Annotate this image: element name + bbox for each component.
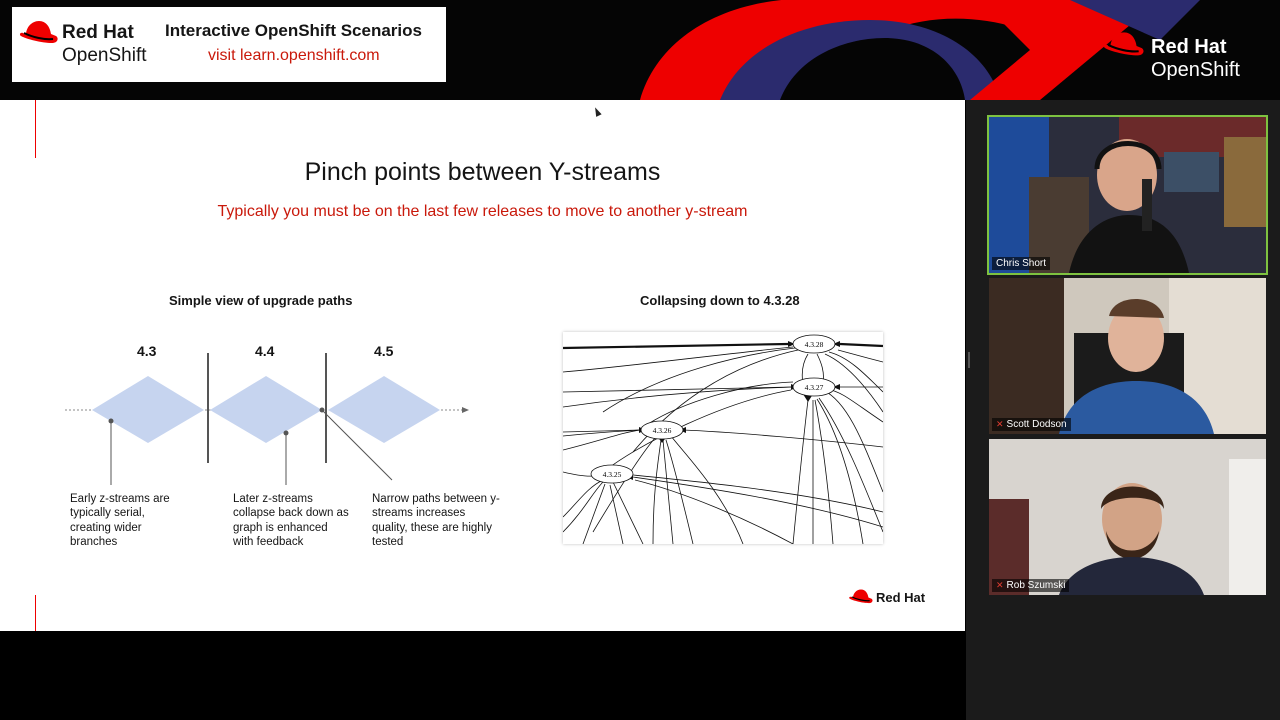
top-banner (0, 0, 1280, 100)
note-early-z-streams: Early z-streams are typically serial, creating wider branches (70, 493, 170, 549)
upgrade-path-diagram (0, 100, 520, 500)
participant-tile-chris-short[interactable] (989, 117, 1266, 273)
promo-url: visit learn.openshift.com (208, 47, 380, 64)
participant-name-label: Chris Short (992, 257, 1050, 270)
video-feed-chris-short (989, 117, 1266, 273)
diamond-4-3 (92, 376, 204, 443)
version-label: 4.4 (255, 343, 275, 359)
graph-node (591, 465, 633, 483)
promo-title: Interactive OpenShift Scenarios (165, 21, 422, 40)
right-logo-line1: Red Hat (1151, 36, 1227, 58)
node-label: 4.3.28 (804, 340, 824, 349)
upgrade-graph (563, 332, 883, 544)
slide-title: Pinch points between Y-streams (304, 158, 661, 186)
promo-card (12, 7, 446, 82)
slide-accent-line-bottom (35, 595, 36, 631)
right-section-heading: Collapsing down to 4.3.28 (640, 293, 800, 308)
timeline-arrow-icon (462, 407, 469, 413)
participant-name: Rob Szumski (1006, 580, 1066, 591)
slide-footer-logo-text: Red Hat (876, 590, 926, 605)
presentation-slide (0, 100, 965, 631)
upgrade-graph-image (563, 332, 883, 544)
note-later-z-streams: Later z-streams collapse back down as graph is enhanced with feedback (233, 493, 349, 549)
graph-node (793, 378, 835, 396)
muted-mic-icon: ✕ (996, 580, 1004, 590)
panel-resize-handle[interactable] (968, 352, 970, 368)
left-section-heading: Simple view of upgrade paths (169, 293, 353, 308)
graph-node (793, 335, 835, 353)
node-label: 4.3.27 (804, 383, 824, 392)
node-label: 4.3.26 (652, 426, 672, 435)
red-hat-logo-icon (848, 588, 874, 607)
participant-name-label (992, 418, 1071, 431)
graph-node (641, 421, 683, 439)
diamond-4-4 (210, 376, 322, 443)
participant-tile-rob-szumski[interactable] (989, 439, 1266, 595)
note-narrow-paths: Narrow paths between y-streams increases quality, these are highly tested (372, 493, 500, 549)
left-logo-line2: OpenShift (62, 45, 147, 66)
node-label: 4.3.25 (602, 470, 622, 479)
participant-tile-scott-dodson[interactable] (989, 278, 1266, 434)
red-hat-logo-icon (18, 19, 60, 49)
video-feed-rob-szumski (989, 439, 1266, 595)
participant-name-label (992, 579, 1069, 592)
version-label: 4.3 (137, 343, 157, 359)
right-logo-line2: OpenShift (1151, 59, 1240, 81)
video-feed-scott-dodson (989, 278, 1266, 434)
left-logo-line1: Red Hat (62, 22, 134, 43)
version-label: 4.5 (374, 343, 394, 359)
slide-subtitle: Typically you must be on the last few releases to move to another y-stream (217, 203, 748, 220)
muted-mic-icon: ✕ (996, 419, 1004, 429)
red-hat-logo-icon (1102, 30, 1146, 62)
participant-name: Scott Dodson (1006, 419, 1067, 430)
